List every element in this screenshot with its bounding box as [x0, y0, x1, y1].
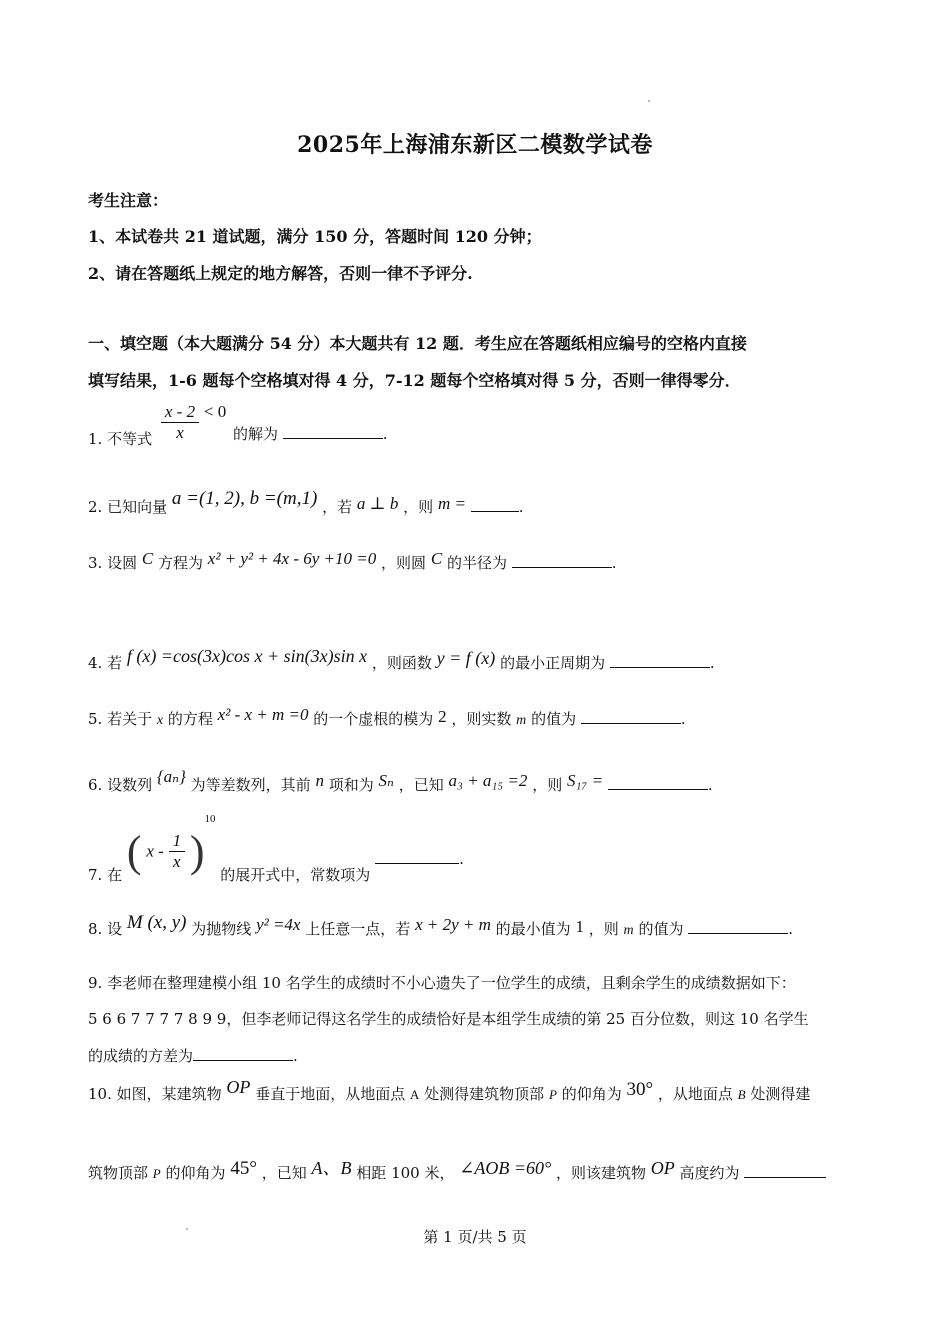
q5-mid: 的方程 [167, 710, 213, 728]
q8-mid4: ，则 [588, 920, 619, 938]
q3-mid2: ，则圆 [381, 554, 427, 572]
q2-prefix: 2. 已知向量 [88, 498, 168, 516]
answer-blank[interactable] [193, 1046, 293, 1061]
q4-suffix: 的最小正周期为 [500, 654, 606, 672]
q5-value: 2 [438, 707, 447, 726]
q4-prefix: 4. 若 [88, 654, 123, 672]
answer-blank[interactable] [744, 1163, 826, 1178]
q10-point-b: B [737, 1087, 746, 1102]
q1-denominator: x [176, 423, 184, 442]
q6-equation: a₃ + a₁₅ =2 [448, 771, 528, 790]
q8-mid2: 上任意一点，若 [305, 920, 411, 938]
notice-item-2: 2、请在答题纸上规定的地方解答，否则一律不予评分. [88, 264, 473, 283]
q2-vectors: a =(1, 2), b =(m,1) [171, 488, 318, 509]
q7-fraction [169, 831, 186, 872]
q10-line2-mid3: 相距 100 米， [356, 1164, 455, 1182]
q5-mid3: ，则实数 [451, 710, 512, 728]
q2-end: . [518, 498, 524, 516]
q4-equation: f (x) =cos(3x)cos x + sin(3x)sin x [126, 646, 368, 666]
q7-denominator: x [173, 852, 181, 871]
q7-numerator: 1 [169, 831, 186, 852]
q2-condition: a ⊥ b [356, 494, 399, 513]
q6-s17: S₁₇ = [567, 771, 604, 790]
question-2 [88, 488, 524, 518]
q5-equation: x² - x + m =0 [217, 705, 309, 724]
q6-mid3: ，已知 [398, 776, 444, 794]
q10-line2-mid: 的仰角为 [165, 1164, 226, 1182]
page-title: 2025年上海浦东新区二模数学试卷 [297, 132, 653, 158]
q6-mid: 为等差数列，其前 [190, 776, 311, 794]
q8-parabola: y² =4x [256, 915, 301, 934]
notice-item-1: 1、本试卷共 21 道试题，满分 150 分，答题时间 120 分钟； [88, 227, 542, 246]
answer-blank[interactable] [283, 424, 383, 439]
question-1: 1. 不等式 $\frac{x - 2}{x}$ < 0 的解为 . [88, 401, 388, 448]
q10-angle-30: 30° [626, 1079, 654, 1100]
q6-n: n [315, 771, 324, 790]
q2-mid2: ，则 [403, 498, 434, 516]
question-9-line1: 9. 李老师在整理建模小组 10 名学生的成绩时不小心遗失了一位学生的成绩，且剩余学生的成绩数据如下： [88, 974, 796, 992]
answer-blank[interactable] [512, 553, 612, 568]
q3-suffix: 的半径为 [446, 554, 507, 572]
q10-line2-mid2: ，已知 [261, 1164, 307, 1182]
q8-mid: 为抛物线 [191, 920, 252, 938]
section1-line2: 填写结果，1-6 题每个空格填对得 4 分，7-12 题每个空格填对得 5 分，否则一律得零分． [88, 371, 741, 390]
q1-prefix: 1. 不等式 [88, 430, 153, 448]
q10-mid5: 处测得建 [750, 1085, 811, 1103]
q10-prefix: 10. 如图，某建筑物 [88, 1085, 222, 1103]
question-8: 8. 设 M (x, y) 为抛物线 y² =4x 上任意一点，若 x + 2y + m 的最小值为 1 ，则 m 的值为 . [88, 912, 794, 938]
section1-line1: 一、填空题（本大题满分 54 分）本大题共有 12 题．考生应在答题纸相应编号的空格内直接 [88, 334, 747, 353]
question-9-line3: 的成绩的方差为 . [88, 1047, 298, 1065]
q5-suffix: 的值为 [531, 710, 577, 728]
answer-blank[interactable] [375, 849, 459, 864]
q1-relation: < 0 [203, 401, 227, 421]
q6-prefix: 6. 设数列 [88, 776, 153, 794]
q8-mid3: 的最小值为 [495, 920, 571, 938]
question-6: 6. 设数列 {aₙ} 为等差数列，其前 n 项和为 Sₙ ，已知 a₃ + a₁₅ =2 ，则 S₁₇ = . [88, 767, 713, 794]
q5-var: x [156, 713, 164, 728]
q8-value: 1 [575, 917, 584, 936]
q7-base: x - [146, 841, 164, 861]
q1-numerator: x - 2 [161, 402, 199, 423]
q3-circle: C [141, 549, 154, 568]
q1-fraction [161, 402, 199, 443]
question-3: 3. 设圆 C 方程为 x² + y² + 4x - 6y +10 =0 ，则圆 C 的半径为 . [88, 549, 617, 572]
q10-point-a: A [409, 1087, 420, 1102]
q2-mid: ，若 [322, 498, 353, 516]
answer-blank[interactable] [688, 919, 788, 934]
q10-mid3: 的仰角为 [561, 1085, 622, 1103]
q6-sn: Sₙ [378, 771, 394, 790]
q3-circle-2: C [430, 549, 443, 568]
q8-var: m [623, 923, 634, 938]
q10-point-p-2: P [152, 1166, 161, 1181]
q3-equation: x² + y² + 4x - 6y +10 =0 [207, 549, 377, 568]
q2-ask: m = [437, 494, 466, 513]
q6-mid2: 项和为 [328, 776, 374, 794]
q5-var2: m [516, 713, 527, 728]
question-4: 4. 若 f (x) =cos(3x)cos x + sin(3x)sin x ，则函数 y = f (x) 的最小正周期为 . [88, 646, 715, 672]
q5-prefix: 5. 若关于 [88, 710, 153, 728]
notice-heading: 考生注意： [88, 191, 169, 210]
page-footer: 第 1 页/共 5 页 [423, 1228, 527, 1246]
question-7: 7. 在 ( x - $\frac{1}{x}$ )$^{10}$ 的展开式中，常数项为 . [88, 812, 464, 884]
q6-sequence: {aₙ} [156, 767, 186, 786]
q10-points-ab: A、B [311, 1158, 352, 1178]
answer-blank[interactable] [471, 497, 519, 512]
q4-function: y = f (x) [436, 648, 496, 668]
q10-building-2: OP [650, 1158, 675, 1178]
q10-angle-45: 45° [230, 1158, 257, 1179]
q8-suffix: 的值为 [638, 920, 684, 938]
q3-prefix: 3. 设圆 [88, 554, 138, 572]
q5-mid2: 的一个虚根的模为 [313, 710, 434, 728]
q9-suffix: 的成绩的方差为 [88, 1047, 194, 1065]
q10-line2-mid4: ，则该建筑物 [555, 1164, 646, 1182]
question-10-line1 [88, 1077, 811, 1105]
question-5: 5. 若关于 x 的方程 x² - x + m =0 的一个虚根的模为 2 ，则实数 m 的值为 . [88, 705, 686, 728]
question-10-line2 [88, 1158, 826, 1184]
answer-blank[interactable] [610, 653, 710, 668]
q10-mid2: 处测得建筑物顶部 [424, 1085, 545, 1103]
q10-point-p: P [548, 1087, 557, 1102]
q7-exponent: 10 [204, 812, 216, 825]
q4-mid: ，则函数 [371, 654, 432, 672]
q10-angle-aob: ∠AOB =60° [459, 1158, 552, 1178]
q3-mid: 方程为 [158, 554, 204, 572]
q7-prefix: 7. 在 [88, 866, 123, 884]
q10-mid4: ，从地面点 [657, 1085, 733, 1103]
q10-line2-suffix: 高度约为 [679, 1164, 740, 1182]
q10-line2-prefix: 筑物顶部 [88, 1164, 149, 1182]
answer-blank[interactable] [581, 709, 681, 724]
q7-suffix: 的展开式中，常数项为 [220, 866, 371, 884]
q8-expression: x + 2y + m [415, 915, 491, 934]
q8-point: M (x, y) [126, 912, 187, 933]
scan-dot [648, 100, 650, 102]
q10-mid: 垂直于地面，从地面点 [255, 1085, 406, 1103]
answer-blank[interactable] [608, 775, 708, 790]
q1-suffix: 的解为 [233, 424, 279, 443]
q8-prefix: 8. 设 [88, 920, 123, 938]
q10-building: OP [226, 1077, 251, 1097]
q6-mid4: ，则 [532, 776, 563, 794]
question-9-line2: 5 6 6 7 7 7 7 8 9 9，但李老师记得这名学生的成绩恰好是本组学生成绩的第 25 百分位数，则这 10 名学生 [88, 1010, 809, 1028]
